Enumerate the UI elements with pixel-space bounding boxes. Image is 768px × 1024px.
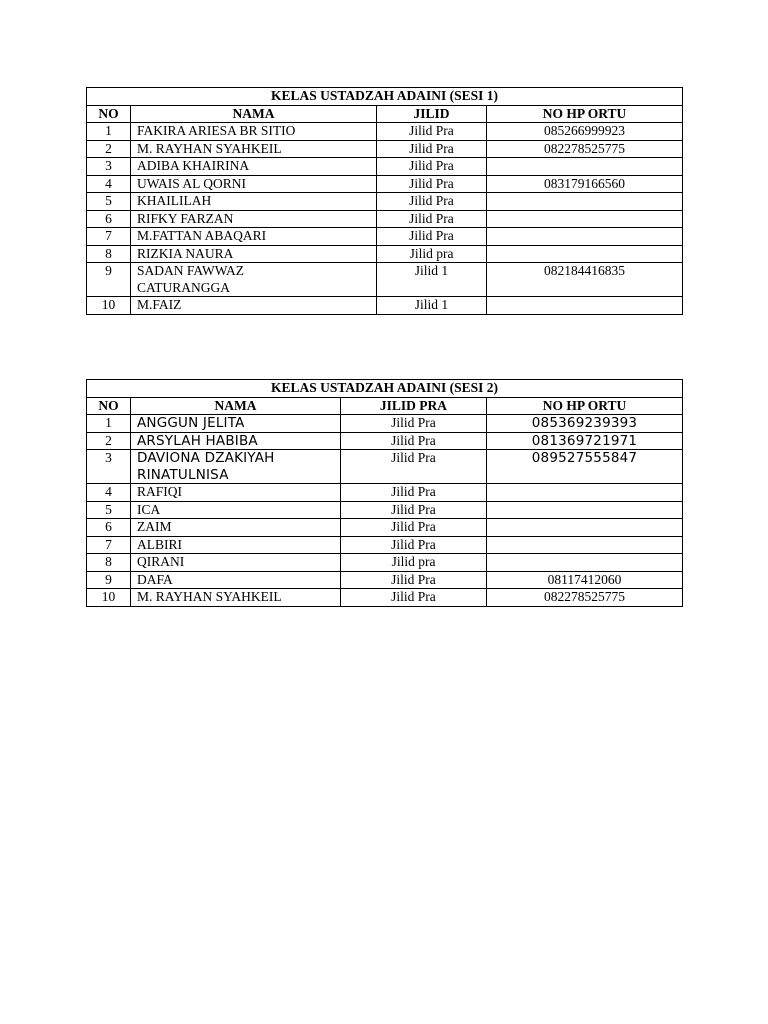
row-nama: ICA: [131, 501, 341, 519]
row-no: 3: [87, 158, 131, 176]
table-row: [87, 175, 683, 193]
row-no: 6: [87, 210, 131, 228]
table-row: [87, 415, 683, 433]
row-hp: [487, 245, 683, 263]
table-row: [87, 571, 683, 589]
class-table-session-1: [86, 87, 683, 315]
row-hp: 085369239393: [487, 415, 683, 433]
row-no: 5: [87, 193, 131, 211]
row-hp: [487, 158, 683, 176]
row-jilid: Jilid Pra: [341, 536, 487, 554]
row-hp: [487, 536, 683, 554]
row-nama: ALBIRI: [131, 536, 341, 554]
row-no: 10: [87, 297, 131, 315]
row-jilid: Jilid Pra: [377, 140, 487, 158]
table-header-row: [87, 105, 683, 123]
table-row: [87, 228, 683, 246]
row-jilid: Jilid Pra: [341, 415, 487, 433]
row-hp: [487, 193, 683, 211]
row-no: 7: [87, 536, 131, 554]
row-jilid: Jilid Pra: [377, 158, 487, 176]
row-no: 7: [87, 228, 131, 246]
row-hp: [487, 210, 683, 228]
row-hp: [487, 297, 683, 315]
table-title: KELAS USTADZAH ADAINI (SESI 1): [87, 88, 683, 106]
row-hp: 082184416835: [487, 263, 683, 297]
row-jilid: Jilid Pra: [341, 501, 487, 519]
row-no: 9: [87, 263, 131, 297]
row-hp: [487, 519, 683, 537]
row-no: 10: [87, 589, 131, 607]
header-hp: NO HP ORTU: [487, 105, 683, 123]
row-hp: 082278525775: [487, 140, 683, 158]
row-hp: 085266999923: [487, 123, 683, 141]
row-no: 1: [87, 123, 131, 141]
row-nama: RIZKIA NAURA: [131, 245, 377, 263]
table-row: [87, 140, 683, 158]
header-no: NO: [87, 397, 131, 415]
row-no: 9: [87, 571, 131, 589]
row-nama: FAKIRA ARIESA BR SITIO: [131, 123, 377, 141]
row-hp: 081369721971: [487, 432, 683, 450]
row-jilid: Jilid pra: [341, 554, 487, 572]
row-nama: ADIBA KHAIRINA: [131, 158, 377, 176]
table-row: [87, 501, 683, 519]
row-nama: ZAIM: [131, 519, 341, 537]
row-jilid: Jilid Pra: [377, 193, 487, 211]
row-nama: DAFA: [131, 571, 341, 589]
header-jilid: JILID: [377, 105, 487, 123]
table-title: KELAS USTADZAH ADAINI (SESI 2): [87, 380, 683, 398]
row-jilid: Jilid Pra: [341, 432, 487, 450]
row-nama: M.FATTAN ABAQARI: [131, 228, 377, 246]
table-row: [87, 245, 683, 263]
row-nama: M.FAIZ: [131, 297, 377, 315]
table-row: [87, 536, 683, 554]
table-row: [87, 297, 683, 315]
table-row: [87, 123, 683, 141]
row-hp: 08117412060: [487, 571, 683, 589]
row-hp: [487, 484, 683, 502]
row-nama: M. RAYHAN SYAHKEIL: [131, 589, 341, 607]
table-row: [87, 484, 683, 502]
row-jilid: Jilid 1: [377, 297, 487, 315]
row-jilid: Jilid Pra: [377, 123, 487, 141]
row-hp: 082278525775: [487, 589, 683, 607]
row-jilid: Jilid Pra: [377, 210, 487, 228]
table-row: [87, 432, 683, 450]
row-no: 1: [87, 415, 131, 433]
row-hp: 089527555847: [487, 450, 683, 484]
row-jilid: Jilid Pra: [341, 450, 487, 484]
header-nama: NAMA: [131, 105, 377, 123]
row-no: 2: [87, 432, 131, 450]
row-no: 8: [87, 554, 131, 572]
row-nama: RIFKY FARZAN: [131, 210, 377, 228]
row-jilid: Jilid Pra: [341, 589, 487, 607]
row-no: 2: [87, 140, 131, 158]
row-jilid: Jilid Pra: [377, 228, 487, 246]
table-row: [87, 210, 683, 228]
table-row: [87, 263, 683, 297]
row-hp: [487, 554, 683, 572]
row-no: 5: [87, 501, 131, 519]
class-table-session-2: [86, 379, 683, 607]
row-nama: [131, 450, 341, 484]
row-no: 4: [87, 175, 131, 193]
row-nama-line2: CATURANGGA: [137, 279, 231, 295]
row-nama: ARSYLAH HABIBA: [131, 432, 341, 450]
row-nama: [131, 263, 377, 297]
row-nama: ANGGUN JELITA: [131, 415, 341, 433]
table-title-row: [87, 380, 683, 398]
row-nama-line1: DAVIONA DZAKIYAH: [137, 450, 275, 466]
table-row: [87, 554, 683, 572]
row-jilid: Jilid Pra: [341, 484, 487, 502]
row-no: 3: [87, 450, 131, 484]
table-title-row: [87, 88, 683, 106]
header-hp: NO HP ORTU: [487, 397, 683, 415]
row-nama: M. RAYHAN SYAHKEIL: [131, 140, 377, 158]
table-row: [87, 450, 683, 484]
row-jilid: Jilid pra: [377, 245, 487, 263]
row-jilid: Jilid Pra: [341, 571, 487, 589]
table-row: [87, 158, 683, 176]
row-no: 6: [87, 519, 131, 537]
row-no: 8: [87, 245, 131, 263]
header-nama: NAMA: [131, 397, 341, 415]
row-nama: KHAILILAH: [131, 193, 377, 211]
row-hp: [487, 228, 683, 246]
row-nama-line1: SADAN FAWWAZ: [137, 263, 245, 278]
row-nama: UWAIS AL QORNI: [131, 175, 377, 193]
row-jilid: Jilid 1: [377, 263, 487, 297]
table-row: [87, 589, 683, 607]
row-hp: 083179166560: [487, 175, 683, 193]
row-jilid: Jilid Pra: [341, 519, 487, 537]
row-nama-line2: RINATULNISA: [137, 466, 229, 483]
row-nama: RAFIQI: [131, 484, 341, 502]
table-row: [87, 193, 683, 211]
row-hp: [487, 501, 683, 519]
table-row: [87, 519, 683, 537]
row-nama: QIRANI: [131, 554, 341, 572]
row-no: 4: [87, 484, 131, 502]
header-no: NO: [87, 105, 131, 123]
row-jilid: Jilid Pra: [377, 175, 487, 193]
header-jilid: JILID PRA: [341, 397, 487, 415]
table-header-row: [87, 397, 683, 415]
